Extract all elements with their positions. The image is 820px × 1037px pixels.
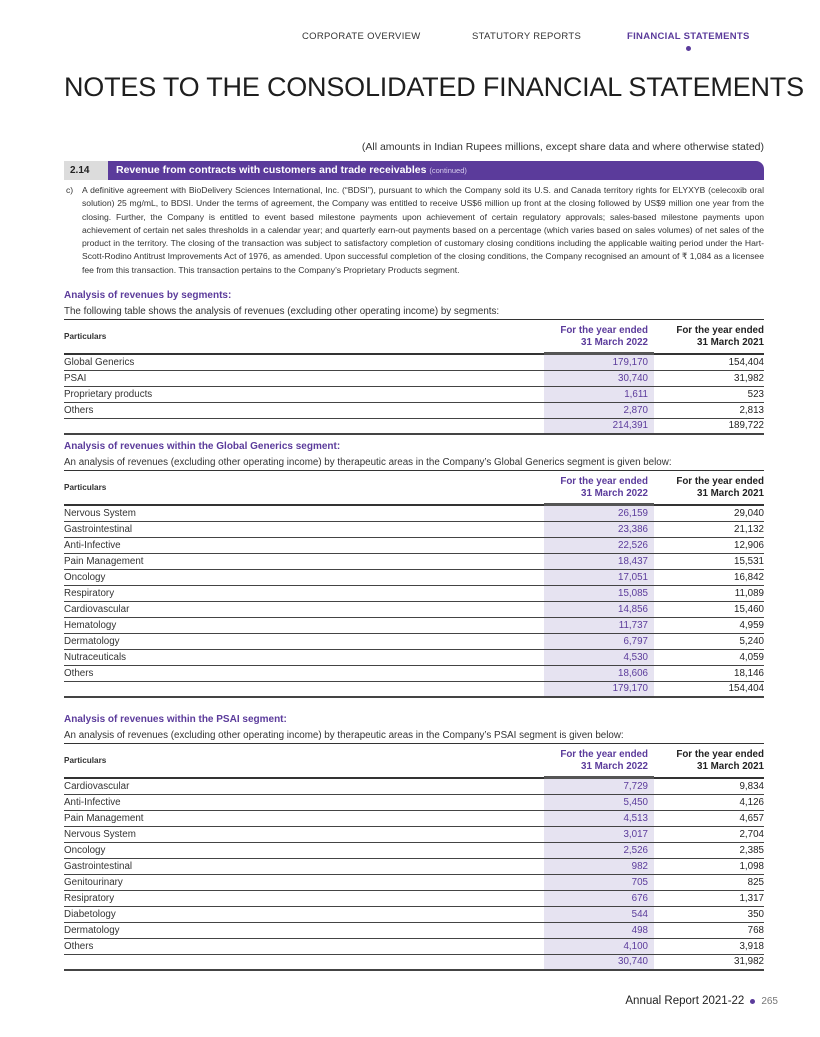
- column-header-fy2022: For the year ended 31 March 2022: [544, 320, 654, 354]
- value-fy2021: 4,959: [654, 617, 764, 633]
- total-label: [64, 418, 544, 434]
- table-description: An analysis of revenues (excluding other operating income) by therapeutic areas in the Company’s Global Generics segment is given below:: [64, 457, 764, 471]
- table-row: [64, 794, 764, 810]
- table-row: [64, 633, 764, 649]
- value-fy2021: 31,982: [654, 370, 764, 386]
- total-fy2021: 189,722: [654, 418, 764, 434]
- section-number: 2.14: [64, 161, 108, 180]
- value-fy2022: 3,017: [544, 826, 654, 842]
- table-row: [64, 569, 764, 585]
- row-label: Hematology: [64, 617, 544, 633]
- section-title: [108, 161, 764, 180]
- value-fy2022: 15,085: [544, 585, 654, 601]
- table-heading: Analysis of revenues within the Global Generics segment:: [64, 441, 341, 452]
- value-fy2021: 1,098: [654, 858, 764, 874]
- table-heading: Analysis of revenues by segments:: [64, 290, 232, 301]
- total-fy2022: 30,740: [544, 954, 654, 970]
- row-label: Oncology: [64, 569, 544, 585]
- value-fy2021: 4,126: [654, 794, 764, 810]
- row-label: Genitourinary: [64, 874, 544, 890]
- value-fy2021: 3,918: [654, 938, 764, 954]
- table-row: [64, 906, 764, 922]
- row-label: Proprietary products: [64, 386, 544, 402]
- value-fy2021: 5,240: [654, 633, 764, 649]
- value-fy2021: 154,404: [654, 354, 764, 370]
- total-row: [64, 681, 764, 697]
- row-label: Anti-Infective: [64, 794, 544, 810]
- row-label: Global Generics: [64, 354, 544, 370]
- value-fy2021: 2,385: [654, 842, 764, 858]
- table-row: [64, 649, 764, 665]
- value-fy2021: 16,842: [654, 569, 764, 585]
- table-row: [64, 922, 764, 938]
- row-label: Others: [64, 402, 544, 418]
- value-fy2022: 4,530: [544, 649, 654, 665]
- footer-report-title: Annual Report 2021-22: [625, 995, 745, 1007]
- value-fy2021: 12,906: [654, 537, 764, 553]
- value-fy2022: 1,611: [544, 386, 654, 402]
- table-row: [64, 874, 764, 890]
- row-label: Dermatology: [64, 922, 544, 938]
- row-label: Nutraceuticals: [64, 649, 544, 665]
- nav-financial-statements[interactable]: FINANCIAL STATEMENTS: [627, 31, 750, 42]
- note-paragraph: [64, 184, 764, 277]
- revenue-table: [64, 471, 764, 698]
- table-row: [64, 810, 764, 826]
- value-fy2021: 15,460: [654, 601, 764, 617]
- value-fy2022: 676: [544, 890, 654, 906]
- value-fy2021: 9,834: [654, 778, 764, 794]
- value-fy2021: 21,132: [654, 521, 764, 537]
- value-fy2022: 4,513: [544, 810, 654, 826]
- section-continued-label: (continued): [429, 166, 467, 175]
- section-header-bar: [64, 161, 764, 180]
- table-description: An analysis of revenues (excluding other operating income) by therapeutic areas in the Company’s PSAI segment is given below:: [64, 730, 764, 744]
- table-row: [64, 826, 764, 842]
- value-fy2021: 768: [654, 922, 764, 938]
- value-fy2022: 2,870: [544, 402, 654, 418]
- paragraph-text: A definitive agreement with BioDelivery Sciences International, Inc. (“BDSI”), pursuant to which the Company sold its U.S. and Canada territory rights for ELYXYB (celecoxib oral solution) 25 mg/mL, to BDSI. Under the terms of agreement, the Company was entitled to receive US$6 million up front at the closing followed by US$9 million one year from the closing. Further, the Company is entitled to event based milestone payments upon achievement of certain regulatory approvals; sales-based milestone payments upon achievement of certain net sales thresholds in a calendar year; and quarterly earn-out payments based on a percentage (which varies based on sales volumes) of net sales of the product in the territory. The closing of the transaction was subject to satisfactory completion of customary closing conditions including the applicable waiting period under the Hart-Scott-Rodino Antitrust Improvements Act of 1976, as amended. Upon successful completion of the closing conditions, the Company recognised an amount of ₹ 1,084 as a licensee fee from this transaction. This transaction pertains to the Company’s Proprietary Products segment.: [82, 185, 764, 275]
- table-row: [64, 858, 764, 874]
- revenue-table: [64, 744, 764, 971]
- active-indicator-dot-icon: [686, 46, 691, 51]
- value-fy2022: 982: [544, 858, 654, 874]
- value-fy2021: 11,089: [654, 585, 764, 601]
- table-row: [64, 505, 764, 521]
- table-row: [64, 553, 764, 569]
- row-label: Others: [64, 938, 544, 954]
- value-fy2021: 4,059: [654, 649, 764, 665]
- value-fy2022: 30,740: [544, 370, 654, 386]
- value-fy2022: 5,450: [544, 794, 654, 810]
- table-row: [64, 402, 764, 418]
- value-fy2022: 4,100: [544, 938, 654, 954]
- row-label: Nervous System: [64, 505, 544, 521]
- row-label: Respiratory: [64, 585, 544, 601]
- value-fy2022: 18,606: [544, 665, 654, 681]
- value-fy2021: 350: [654, 906, 764, 922]
- paragraph-marker: c): [66, 185, 74, 195]
- value-fy2022: 11,737: [544, 617, 654, 633]
- psai-table-section: [64, 714, 764, 971]
- column-header-particulars: Particulars: [64, 756, 107, 765]
- page-footer: [625, 995, 778, 1007]
- column-header-fy2021: For the year ended 31 March 2021: [676, 748, 764, 772]
- value-fy2022: 23,386: [544, 521, 654, 537]
- table-row: [64, 665, 764, 681]
- table-row: [64, 370, 764, 386]
- row-label: Dermatology: [64, 633, 544, 649]
- table-row: [64, 386, 764, 402]
- total-label: [64, 681, 544, 697]
- value-fy2021: 29,040: [654, 505, 764, 521]
- row-label: Others: [64, 665, 544, 681]
- total-fy2022: 214,391: [544, 418, 654, 434]
- segments-table-section: [64, 290, 764, 435]
- row-label: Anti-Infective: [64, 537, 544, 553]
- value-fy2022: 544: [544, 906, 654, 922]
- footer-dot-icon: [750, 999, 755, 1004]
- total-fy2021: 154,404: [654, 681, 764, 697]
- total-row: [64, 954, 764, 970]
- value-fy2022: 7,729: [544, 778, 654, 794]
- value-fy2022: 2,526: [544, 842, 654, 858]
- total-row: [64, 418, 764, 434]
- row-label: Cardiovascular: [64, 601, 544, 617]
- table-heading: Analysis of revenues within the PSAI segment:: [64, 714, 287, 725]
- section-title-text: Revenue from contracts with customers and trade receivables: [116, 164, 427, 176]
- value-fy2022: 179,170: [544, 354, 654, 370]
- table-row: [64, 585, 764, 601]
- nav-corporate-overview[interactable]: CORPORATE OVERVIEW: [302, 31, 421, 42]
- value-fy2021: 15,531: [654, 553, 764, 569]
- total-label: [64, 954, 544, 970]
- table-row: [64, 842, 764, 858]
- table-row: [64, 890, 764, 906]
- amounts-note: (All amounts in Indian Rupees millions, except share data and where otherwise stated): [361, 141, 764, 153]
- value-fy2021: 523: [654, 386, 764, 402]
- column-header-fy2021: For the year ended 31 March 2021: [676, 475, 764, 499]
- row-label: Cardiovascular: [64, 778, 544, 794]
- column-header-particulars: Particulars: [64, 332, 107, 341]
- row-label: Gastrointestinal: [64, 858, 544, 874]
- table-description: The following table shows the analysis of revenues (excluding other operating income) by segments:: [64, 306, 764, 320]
- value-fy2022: 18,437: [544, 553, 654, 569]
- revenue-table: [64, 320, 764, 435]
- row-label: Pain Management: [64, 553, 544, 569]
- value-fy2021: 18,146: [654, 665, 764, 681]
- row-label: PSAI: [64, 370, 544, 386]
- column-header-fy2021: For the year ended 31 March 2021: [676, 324, 764, 348]
- nav-statutory-reports[interactable]: STATUTORY REPORTS: [472, 31, 582, 42]
- row-label: Gastrointestinal: [64, 521, 544, 537]
- total-fy2022: 179,170: [544, 681, 654, 697]
- value-fy2022: 6,797: [544, 633, 654, 649]
- value-fy2021: 825: [654, 874, 764, 890]
- table-row: [64, 778, 764, 794]
- value-fy2022: 705: [544, 874, 654, 890]
- row-label: Nervous System: [64, 826, 544, 842]
- value-fy2021: 2,704: [654, 826, 764, 842]
- value-fy2021: 4,657: [654, 810, 764, 826]
- row-label: Oncology: [64, 842, 544, 858]
- row-label: Resipratory: [64, 890, 544, 906]
- value-fy2022: 17,051: [544, 569, 654, 585]
- page-title: NOTES TO THE CONSOLIDATED FINANCIAL STATEMENTS: [64, 72, 804, 102]
- column-header-fy2022: For the year ended 31 March 2022: [544, 744, 654, 778]
- column-header-particulars: Particulars: [64, 483, 107, 492]
- table-row: [64, 938, 764, 954]
- value-fy2022: 14,856: [544, 601, 654, 617]
- table-row: [64, 617, 764, 633]
- value-fy2021: 2,813: [654, 402, 764, 418]
- table-row: [64, 354, 764, 370]
- row-label: Pain Management: [64, 810, 544, 826]
- top-navigation: [0, 31, 820, 51]
- global-generics-table-section: [64, 441, 764, 698]
- row-label: Diabetology: [64, 906, 544, 922]
- page-number: 265: [761, 995, 778, 1007]
- table-row: [64, 521, 764, 537]
- table-row: [64, 601, 764, 617]
- value-fy2021: 1,317: [654, 890, 764, 906]
- total-fy2021: 31,982: [654, 954, 764, 970]
- value-fy2022: 26,159: [544, 505, 654, 521]
- value-fy2022: 22,526: [544, 537, 654, 553]
- table-row: [64, 537, 764, 553]
- value-fy2022: 498: [544, 922, 654, 938]
- column-header-fy2022: For the year ended 31 March 2022: [544, 471, 654, 505]
